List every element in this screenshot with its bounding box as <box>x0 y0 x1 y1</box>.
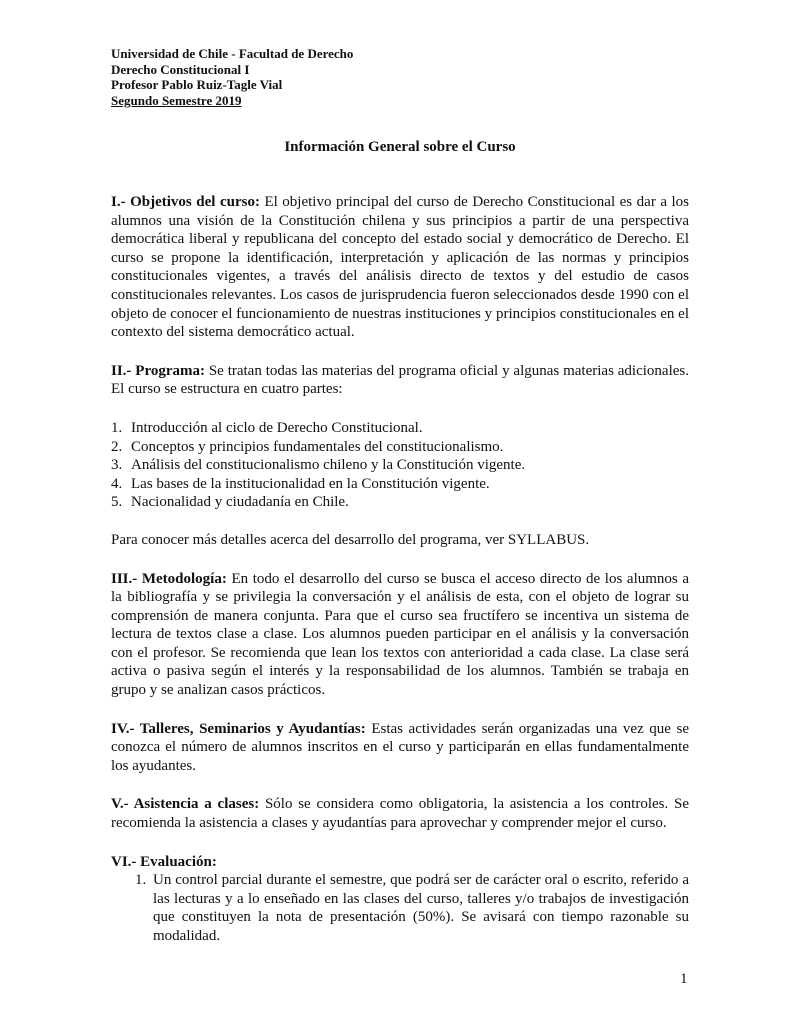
section-asistencia-heading: V.- Asistencia a clases: <box>111 796 260 813</box>
section-metodologia-heading: III.- Metodología: <box>111 570 227 587</box>
section-asistencia <box>111 795 689 832</box>
list-item <box>111 493 689 512</box>
list-item-text: Nacionalidad y ciudadanía en Chile. <box>131 494 349 511</box>
list-item-text: Introducción al ciclo de Derecho Constitucional. <box>131 419 423 436</box>
section-programa-text: Se tratan todas las materias del programa oficial y algunas materias adicionales. El curso se estructura en cuatro partes: <box>111 362 689 398</box>
document-body <box>111 193 689 946</box>
header-semester: Segundo Semestre 2019 <box>111 92 242 108</box>
list-item-number: 4. <box>111 475 123 492</box>
list-item <box>111 419 689 438</box>
section-metodologia <box>111 570 689 700</box>
list-item-text: Las bases de la institucionalidad en la Constitución vigente. <box>131 475 490 492</box>
page-number: 1 <box>680 971 688 987</box>
programa-list <box>111 419 689 512</box>
list-item <box>111 438 689 457</box>
section-objetivos-text: El objetivo principal del curso de Derecho Constitucional es dar a los alumnos una visión de la Constitución chilena y sus principios a partir de una perspectiva democrática liberal y republicana del concepto del estado social y democrático de Derecho. El curso se propone la identificación, interpretación y aplicación de las normas y principios constitucionales vigentes, a través del análisis directo de textos y del estudio de casos constitucionales relevantes. Los casos de jurisprudencia fueron seleccionados desde 1990 con el objeto de conocer el funcionamiento de nuestras instituciones y principios constitucionales en el contexto del sistema democrático actual. <box>111 194 689 341</box>
section-programa-heading: II.- Programa: <box>111 362 205 379</box>
header-course: Derecho Constitucional I <box>111 61 250 77</box>
list-item <box>111 475 689 494</box>
list-item-number: 5. <box>111 494 123 511</box>
list-item-number: 2. <box>111 438 123 455</box>
header-university: Universidad de Chile - Facultad de Derecho <box>111 46 354 61</box>
list-item-number: 1. <box>111 419 123 436</box>
list-item-text: Conceptos y principios fundamentales del constitucionalismo. <box>131 438 504 455</box>
section-programa <box>111 362 689 399</box>
list-item <box>135 871 689 945</box>
list-item-text: Un control parcial durante el semestre, que podrá ser de carácter oral o escrito, referido a las lecturas y a lo enseñado en las clases del curso, talleres y/o trabajos de investigación que constituyen la nota de presentación (50%). Se avisará con tiempo razonable su modalidad. <box>153 872 689 944</box>
list-item-text: Análisis del constitucionalismo chileno y la Constitución vigente. <box>131 457 526 474</box>
document-title: Información General sobre el Curso <box>284 139 516 155</box>
list-item-number: 1. <box>135 872 147 889</box>
list-item <box>111 456 689 475</box>
section-objetivos-heading: I.- Objetivos del curso: <box>111 194 260 210</box>
section-talleres <box>111 720 689 776</box>
section-metodologia-text: En todo el desarrollo del curso se busca el acceso directo de los alumnos a la bibliografía y se privilegia la conversación y el análisis de esta, con el objeto de lograr su comprensión de manera conjunta. Para que el curso sea fructífero se incentiva un sistema de lectura de textos clase a clase. Los alumnos pueden participar en el análisis y la conversación con el profesor. Se recomienda que lean los textos con anterioridad a cada clase. La clase será activa o pasiva según el interés y la responsabilidad de los alumnos. También se trabaja en grupo y se analizan casos prácticos. <box>111 570 689 699</box>
header-professor: Profesor Pablo Ruiz-Tagle Vial <box>111 77 283 92</box>
list-item-number: 3. <box>111 457 123 474</box>
section-talleres-heading: IV.- Talleres, Seminarios y Ayudantías: <box>111 720 366 737</box>
section-talleres-text: Estas actividades serán organizadas una vez que se conozca el número de alumnos inscritos en el curso y participarán en ellas fundamentalmente los ayudantes. <box>111 720 689 774</box>
section-asistencia-text: Sólo se considera como obligatoria, la asistencia a los controles. Se recomienda la asistencia a clases y ayudantías para aprovechar y comprender mejor el curso. <box>111 796 690 832</box>
programa-note: Para conocer más detalles acerca del desarrollo del programa, ver SYLLABUS. <box>111 531 590 548</box>
document-header <box>111 46 353 108</box>
section-evaluacion-heading: VI.- Evaluación: <box>111 853 217 870</box>
section-objetivos <box>111 193 689 342</box>
